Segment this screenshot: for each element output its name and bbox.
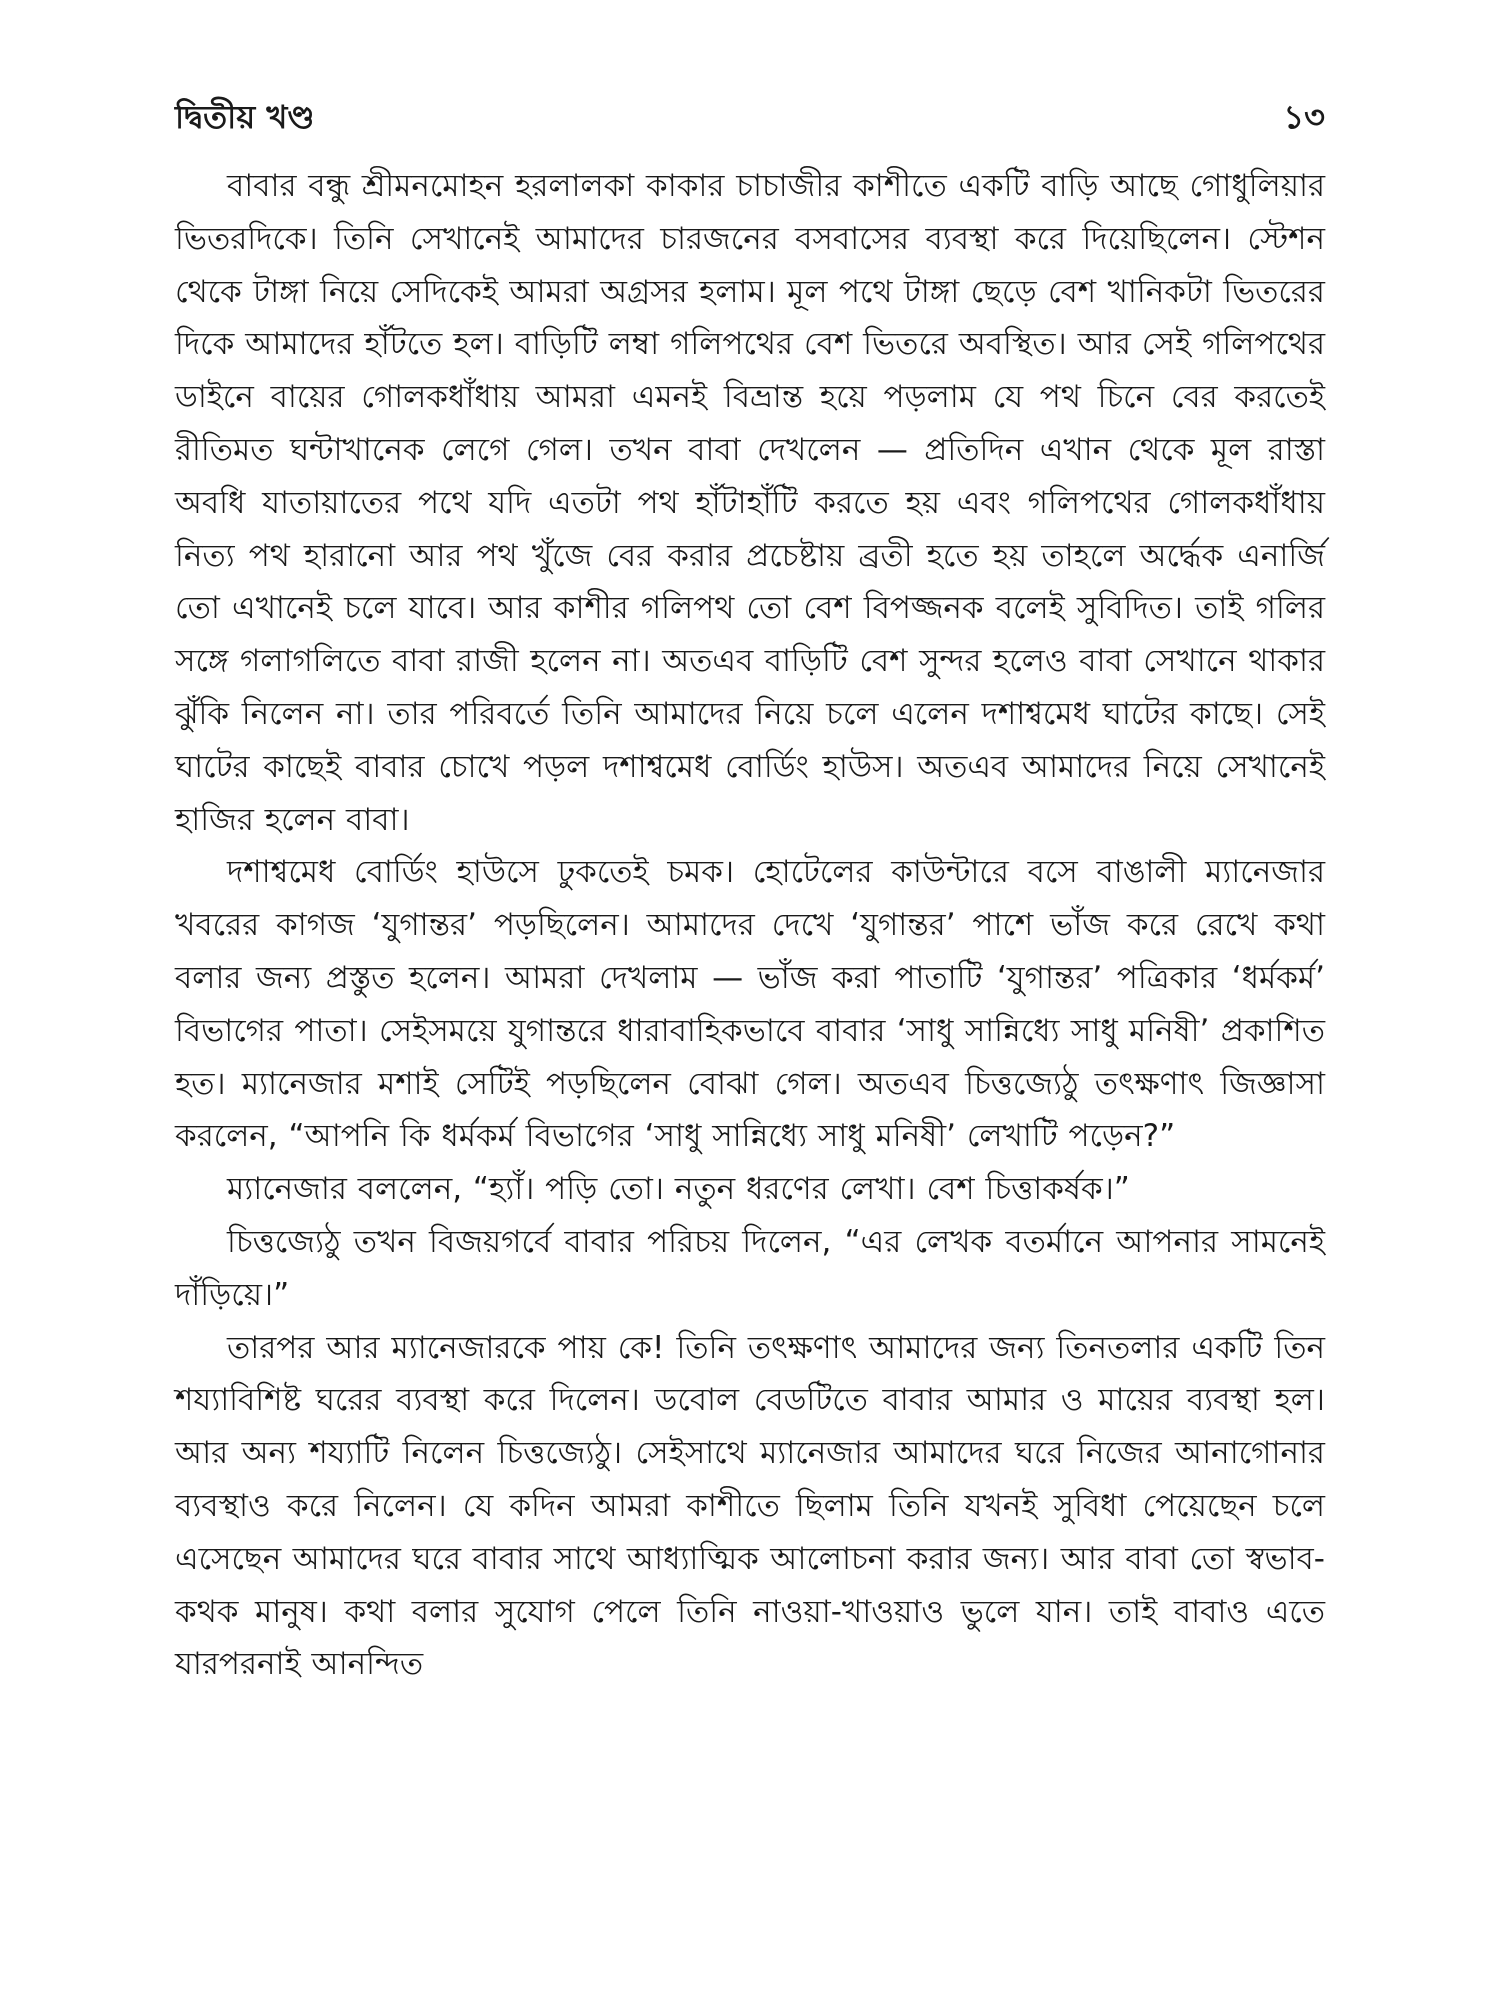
paragraph: দশাশ্বমেধ বোর্ডিং হাউসে ঢুকতেই চমক। হোটেলের কাউন্টারে বসে বাঙালী ম্যানেজার খবরের কাগজ ‘যুগান্তর’ পড়ছিলেন। আমাদের দেখে ‘যুগান্তর’ পাশে ভাঁজ করে রেখে কথা বলার জন্য প্রস্তুত হলেন। আমরা দেখলাম — ভাঁজ করা পাতাটি ‘যুগান্তর’ পত্রিকার ‘ধর্মকর্ম’ বিভাগের পাতা। সেইসময়ে যুগান্তরে ধারাবাহিকভাবে বাবার ‘সাধু সান্নিধ্যে সাধু মনিষী’ প্রকাশিত হত। ম্যানেজার মশাই সেটিই পড়ছিলেন বোঝা গেল। অতএব চিত্তজ্যেঠু তৎক্ষণাৎ জিজ্ঞাসা করলেন, “আপনি কি ধর্মকর্ম বিভাগের ‘সাধু সান্নিধ্যে সাধু মনিষী’ লেখাটি পড়েন?”: [175, 854, 1325, 1155]
paragraph: চিত্তজ্যেঠু তখন বিজয়গর্বে বাবার পরিচয় দিলেন, “এর লেখক বতর্মানে আপনার সামনেই দাঁড়িয়ে।”: [175, 1223, 1325, 1313]
paragraph: তারপর আর ম্যানেজারকে পায় কে! তিনি তৎক্ষণাৎ আমাদের জন্য তিনতলার একটি তিন শয্যাবিশিষ্ট ঘরের ব্যবস্থা করে দিলেন। ডবোল বেডটিতে বাবার আমার ও মায়ের ব্যবস্থা হল। আর অন্য শয্যাটি নিলেন চিত্তজ্যেঠু। সেইসাথে ম্যানেজার আমাদের ঘরে নিজের আনাগোনার ব্যবস্থাও করে নিলেন। যে কদিন আমরা কাশীতে ছিলাম তিনি যখনই সুবিধা পেয়েছেন চলে এসেছেন আমাদের ঘরে বাবার সাথে আধ্যাত্মিক আলোচনা করার জন্য। আর বাবা তো স্বভাব-কথক মানুষ। কথা বলার সুযোগ পেলে তিনি নাওয়া-খাওয়াও ভুলে যান। তাই বাবাও এতে যারপরনাই আনন্দিত: [175, 1329, 1325, 1683]
paragraph: বাবার বন্ধু শ্রীমনমোহন হরলালকা কাকার চাচাজীর কাশীতে একটি বাড়ি আছে গোধুলিয়ার ভিতরদিকে। তিনি সেখানেই আমাদের চারজনের বসবাসের ব্যবস্থা করে দিয়েছিলেন। স্টেশন থেকে টাঙ্গা নিয়ে সেদিকেই আমরা অগ্রসর হলাম। মূল পথে টাঙ্গা ছেড়ে বেশ খানিকটা ভিতরের দিকে আমাদের হাঁটতে হল। বাড়িটি লম্বা গলিপথের বেশ ভিতরে অবস্থিত। আর সেই গলিপথের ডাইনে বায়ের গোলকধাঁধায় আমরা এমনই বিভ্রান্ত হয়ে পড়লাম যে পথ চিনে বের করতেই রীতিমত ঘন্টাখানেক লেগে গেল। তখন বাবা দেখলেন — প্রতিদিন এখান থেকে মূল রাস্তা অবধি যাতায়াতের পথে যদি এতটা পথ হাঁটাহাঁটি করতে হয় এবং গলিপথের গোলকধাঁধায় নিত্য পথ হারানো আর পথ খুঁজে বের করার প্রচেষ্টায় ব্রতী হতে হয় তাহলে অর্দ্ধেক এনার্জি তো এখানেই চলে যাবে। আর কাশীর গলিপথ তো বেশ বিপজ্জনক বলেই সুবিদিত। তাই গলির সঙ্গে গলাগলিতে বাবা রাজী হলেন না। অতএব বাড়িটি বেশ সুন্দর হলেও বাবা সেখানে থাকার ঝুঁকি নিলেন না। তার পরিবর্তে তিনি আমাদের নিয়ে চলে এলেন দশাশ্বমেধ ঘাটের কাছে। সেই ঘাটের কাছেই বাবার চোখে পড়ল দশাশ্বমেধ বোর্ডিং হাউস। অতএব আমাদের নিয়ে সেখানেই হাজির হলেন বাবা।: [175, 168, 1325, 838]
page-number: ১৩: [1283, 98, 1325, 136]
running-title: দ্বিতীয় খণ্ড: [175, 98, 315, 136]
page-header: [175, 92, 1325, 142]
body-text: [175, 160, 1325, 1691]
paragraph: ম্যানেজার বললেন, “হ্যাঁ। পড়ি তো। নতুন ধরণের লেখা। বেশ চিত্তাকর্ষক।”: [227, 1171, 1130, 1208]
